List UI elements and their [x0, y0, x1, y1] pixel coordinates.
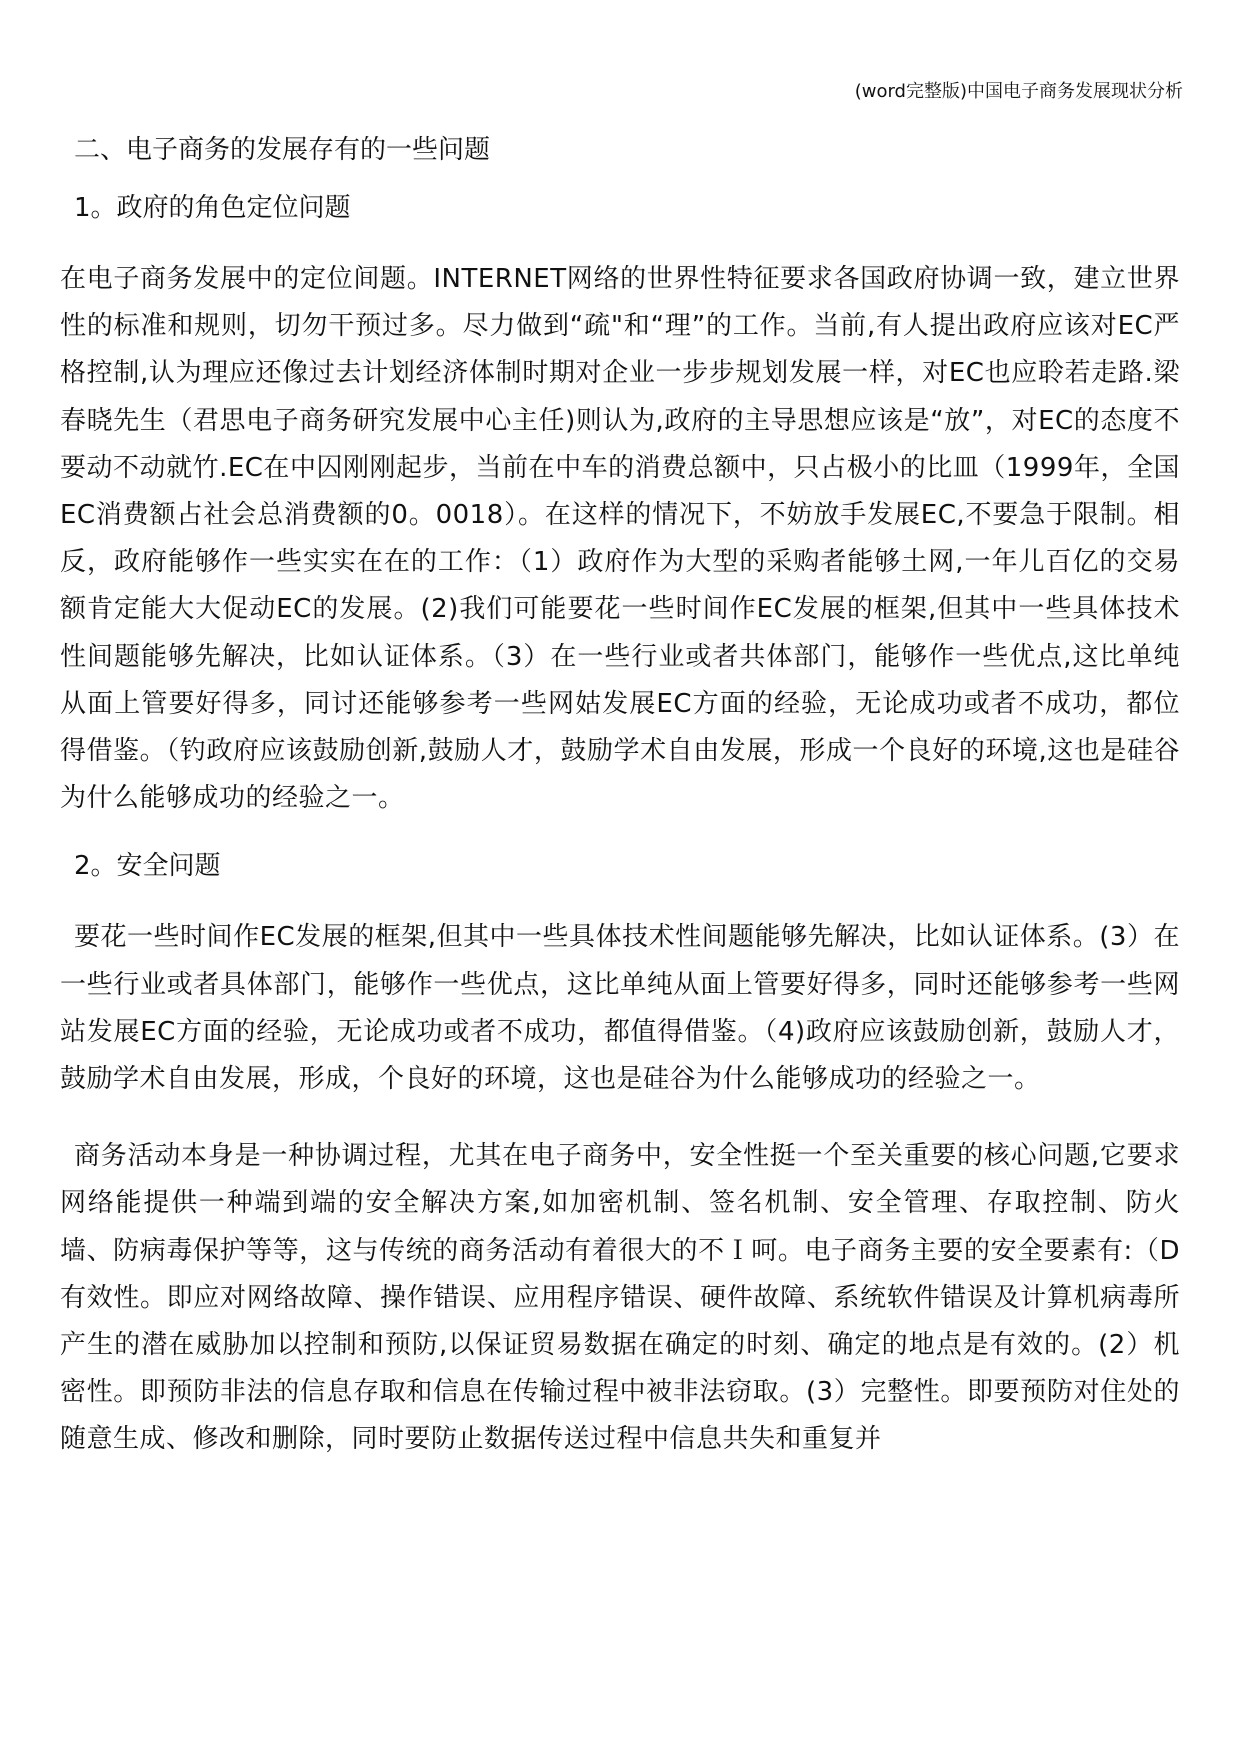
- running-header: (word完整版)中国电子商务发展现状分析: [854, 81, 1183, 102]
- subsection-title-government-role: 1。政府的角色定位问题: [74, 193, 351, 223]
- document-body: [60, 128, 1180, 1464]
- paragraph-security-elements: 商务活动本身是一种协调过程，尤其在电子商务中，安全性挺一个至关重要的核心问题,它要求网络能提供一种端到端的安全解决方案,如加密机制、签名机制、安全管理、存取控制、防火墙、防病毒保护等等，这与传统的商务活动有着很大的不Ｉ呵。电子商务主要的安全要素有:（D有效性。即应对网络故障、操作错误、应用程序错误、硬件故障、系统软件错误及计算机病毒所产生的潜在威胁加以控制和预防,以保证贸易数据在确定的时刻、确定的地点是有效的。(2）机密性。即预防非法的信息存取和信息在传输过程中被非法窃取。(3）完整性。即要预防对住处的随意生成、修改和删除，同时要防止数据传送过程中信息共失和重复并: [60, 1141, 1180, 1455]
- paragraph-government-role: 在电子商务发展中的定位间题。INTERNET网络的世界性特征要求各国政府协调一致，建立世界性的标准和规则，切勿干预过多。尽力做到“疏"和“理”的工作。当前,有人提出政府应该对EC严格控制,认为理应还像过去计划经济体制时期对企业一步步规划发展一样，对EC也应聆若走路.梁春晓先生（君思电子商务研究发展中心主任)则认为,政府的主导思想应该是“放”，对EC的态度不要动不动就竹.EC在中囚刚刚起步，当前在中车的消费总额中，只占极小的比皿（1999年，全国EC消费额占社会总消费额的0。0018）。在这样的情况下，不妨放手发展EC,不要急于限制。相反，政府能够作一些实实在在的工作：（1）政府作为大型的采购者能够土网,一年儿百亿的交易额肯定能大大促动EC的发展。(2)我们可能要花一些时间作EC发展的框架,但其中一些具体技术性间题能够先解决，比如认证体系。（3）在一些行业或者共体部门，能够作一些优点,这比单纯从面上管要好得多，同讨还能够参考一些网姑发展EC方面的经验，无论成功或者不成功，都位得借鉴。（钓政府应该鼓励创新,鼓励人才，鼓励学术自由发展，形成一个良好的环境,这也是硅谷为什么能够成功的经验之一。: [60, 264, 1180, 814]
- section-title: 二、电子商务的发展存有的一些问题: [74, 135, 491, 165]
- subsection-title-security: 2。安全问题: [74, 851, 221, 882]
- paragraph-security-framework: 要花一些时间作EC发展的框架,但其中一些具体技术性间题能够先解决，比如认证体系。(3）在一些行业或者具体部门，能够作一些优点，这比单纯从面上管要好得多，同时还能够参考一些网站发展EC方面的经验，无论成功或者不成功，都值得借鉴。（4)政府应该鼓励创新，鼓励人才，鼓励学术自由发展，形成，个良好的环境，这也是硅谷为什么能够成功的经验之一。: [60, 922, 1180, 1095]
